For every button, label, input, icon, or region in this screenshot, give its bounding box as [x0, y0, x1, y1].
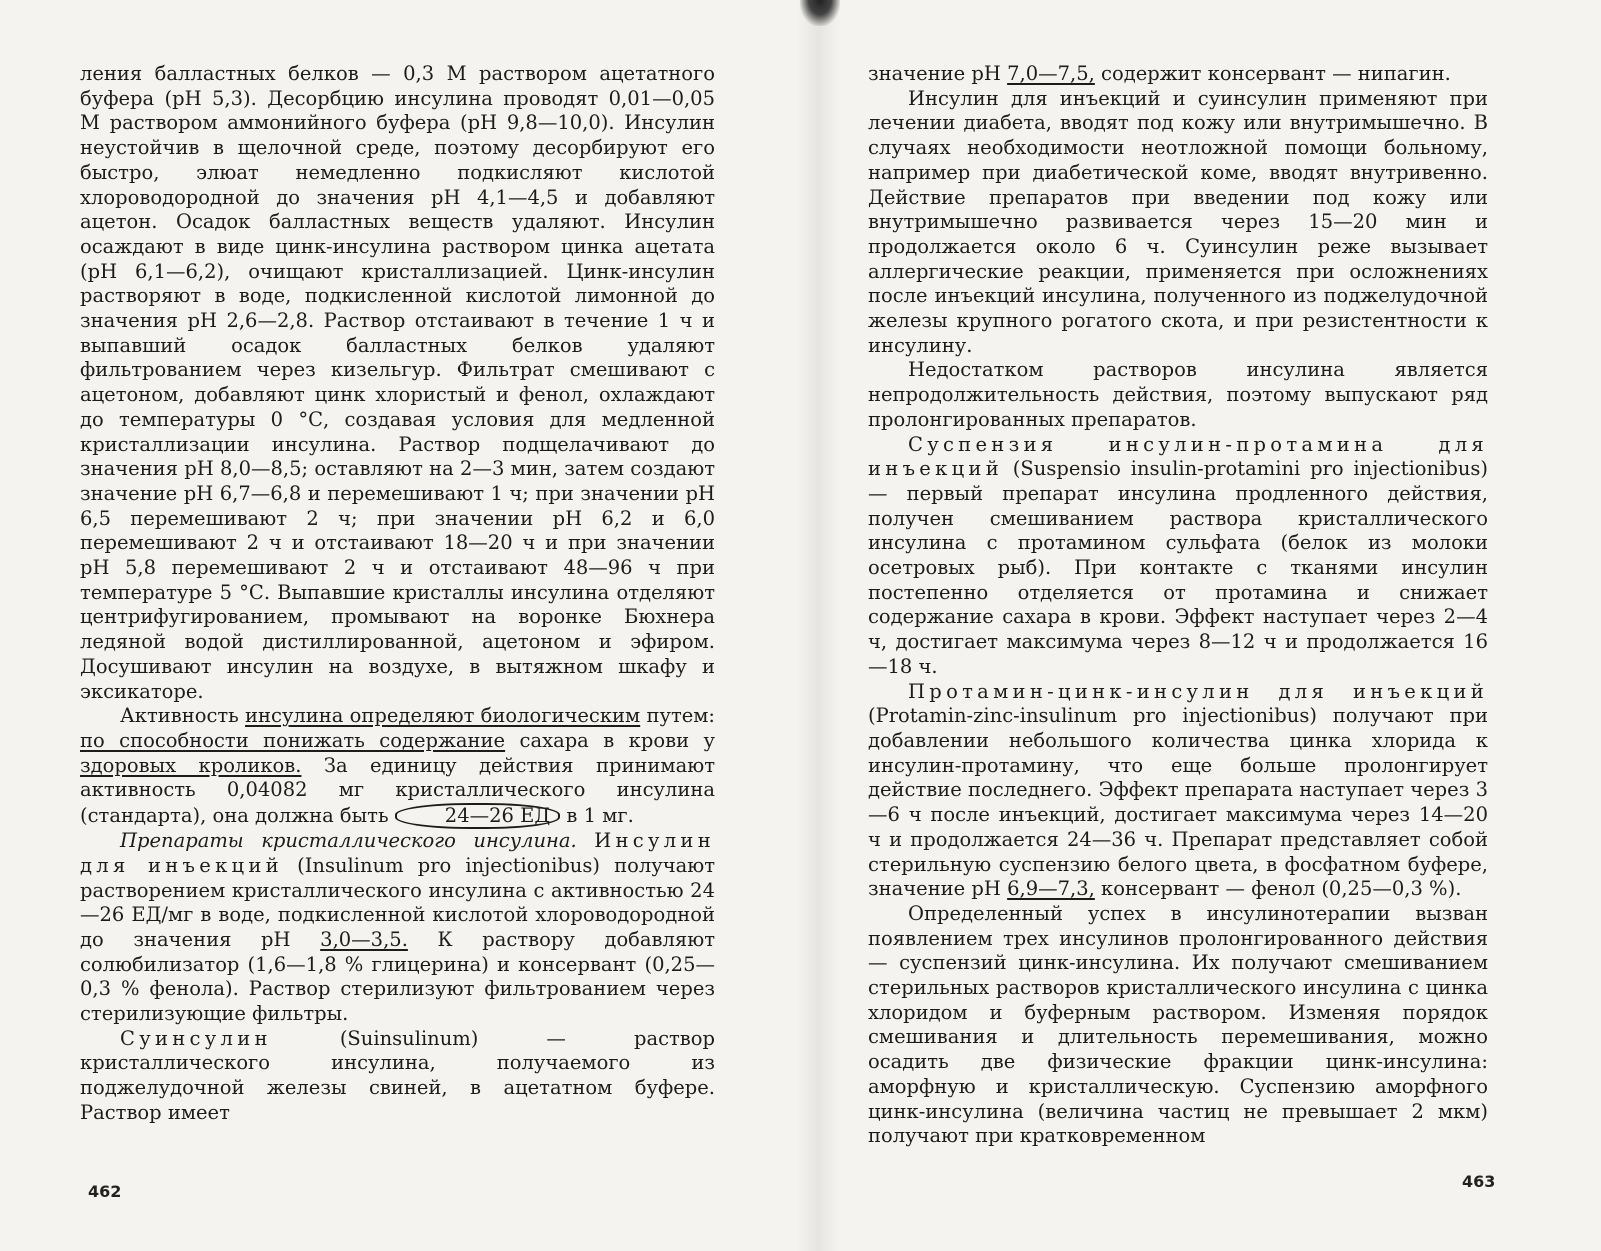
- activity-text-5: в 1 мг.: [560, 804, 634, 828]
- page-number-left: 462: [88, 1182, 122, 1201]
- underlined-phrase: 6,9—7,3,: [1007, 877, 1095, 901]
- protamin-text-1: (Protamin-zinc-insulinum pro injectionibus) получают при добавлении небольшого количества цинка хлорида к инсулин-протамину, что еще больше пролонгирует действие последнего. Эффект препарата наступает через 3—6 ч после инъекций, достигает максимума через 14—20 ч и продолжается 24—36 ч. Препарат представляет собой стерильную суспензию белого цвета, в фосфатном буфере, значение pH: [868, 704, 1488, 901]
- left-paragraph-1: ления балластных белков — 0,3 М раствором ацетатного буфера (pH 5,3). Десорбцию инсулина проводят 0,01—0,05 М раствором аммонийного буфера (pH 9,8—10,0). Инсулин неустойчив в щелочной среде, поэтому десорбируют его быстро, элюат немедленно подкисляют кислотой хлороводородной до значения pH 4,1—4,5 и добавляют ацетон. Осадок балластных веществ удаляют. Инсулин осаждают в виде цинк-инсулина раствором цинка ацетата (pH 6,1—6,2), очищают кристаллизацией. Цинк-инсулин растворяют в воде, подкисленной кислотой лимонной до значения pH 2,6—2,8. Раствор отстаивают в течение 1 ч и выпавший осадок балластных белков удаляют фильтрованием через кизельгур. Фильтрат смешивают с ацетоном, добавляют цинк хлористый и фенол, охлаждают до температуры 0 °С, создавая условия для медленной кристаллизации инсулина. Раствор подщелачивают до значения pH 8,0—8,5; оставляют на 2—3 мин, затем создают значение pH 6,7—6,8 и перемешивают 1 ч; при значении pH 6,5 перемешивают 2 ч; при значении pH 6,2 и 6,0 перемешивают 2 ч и отстаивают 18—20 ч и при значении pH 5,8 перемешивают 2 ч и отстаивают 48—96 ч при температуре 5 °С. Выпавшие кристаллы инсулина отделяют центрифугированием, промывают на воронке Бюхнера ледяной водой дистиллированной, ацетоном и эфиром. Досушивают инсулин на воздухе, в вытяжном шкафу и эксикаторе.: [80, 62, 715, 703]
- drug-name: Инсулин для инъекций: [80, 829, 715, 877]
- preparations-text-1: (Insulinum pro injectionibus) получают растворением кристаллического инсулина с активностью 24—26 ЕД/мг в воде, подкисленной кислотой хлороводородной до значения pH: [80, 853, 715, 951]
- preparations-text-2: К раствору добавляют солюбилизатор (1,6—1,8 % глицерина) и консервант (0,25—0,3 % фенола). Раствор стерилизуют фильтрованием через стерилизующие фильтры.: [80, 927, 715, 1026]
- circled-value: 24—26 ЕД: [395, 803, 560, 829]
- underlined-phrase: по способности понижать содержание: [80, 728, 506, 752]
- activity-text-4: За единицу действия принимают активность 0,04082 мг кристаллического инсулина (стандарта), она должна быть: [80, 753, 715, 828]
- underlined-phrase: 3,0—3,5.: [320, 927, 408, 951]
- right-paragraph-1: [868, 62, 1488, 87]
- underlined-phrase: инсулина определяют биологическим: [245, 704, 641, 728]
- left-page: [80, 62, 715, 1126]
- right-text-2: содержит консервант — нипагин.: [1094, 62, 1451, 85]
- right-page: [868, 62, 1488, 1149]
- right-paragraph-last: Определенный успех в инсулинотерапии вызван появлением трех инсулинов пролонгированного действия — суспензий цинк-инсулина. Их получают смешиванием стерильных растворов кристаллического инсулина с цинка хлоридом и буферным раствором. Изменяя порядок смешивания и длительность перемешивания, можно осадить две физические фракции цинк-инсулина: аморфную и кристаллическую. Суспензию аморфного цинк-инсулина (величина частиц не превышает 2 мкм) получают при кратковременном: [868, 901, 1488, 1148]
- activity-text-1: Активность: [120, 704, 246, 728]
- ink-blot: [800, 0, 840, 26]
- book-gutter: [796, 0, 840, 1251]
- suinsulin-text: (Suinsulinum) — раствор кристаллического инсулина, получаемого из поджелудочной железы свиней, в ацетатном буфере. Раствор имеет: [80, 1026, 715, 1124]
- activity-text-2: путем:: [640, 704, 716, 728]
- page-number-right: 463: [1462, 1172, 1496, 1191]
- suspension-paragraph: [868, 433, 1488, 680]
- suinsulin-paragraph: [80, 1027, 715, 1126]
- right-paragraph-3: Недостатком растворов инсулина является непродолжительность действия, поэтому выпускают ряд пролонгированных препаратов.: [868, 358, 1488, 431]
- right-text-1: значение pH: [868, 62, 1008, 85]
- suspension-text: (Suspensio insulin-protamini pro injectionibus) — первый препарат инсулина продленного действия, получен смешиванием раствора кристаллического инсулина с протамином сульфата (белок из молоки осетровых рыб). При контакте с тканями инсулин постепенно отделяется от протамина и снижает содержание сахара в крови. Эффект наступает через 2—4 ч, достигает максимума через 8—12 ч и продолжается 16—18 ч.: [868, 457, 1488, 678]
- protamin-text-2: консервант — фенол (0,25—0,3 %).: [1094, 877, 1462, 901]
- right-paragraph-2: Инсулин для инъекций и суинсулин применяют при лечении диабета, вводят под кожу или внутримышечно. В случаях необходимости неотложной помощи больному, например при диабетической коме, вводят внутривенно. Действие препаратов при введении под кожу или внутримышечно развивается через 15—20 мин и продолжается около 6 ч. Суинсулин реже вызывает аллергические реакции, применяется при осложнениях после инъекций инсулина, полученного из поджелудочной железы крупного рогатого скота, и при резистентности к инсулину.: [868, 86, 1488, 357]
- activity-text-3: сахара в крови у: [505, 728, 715, 752]
- preparations-paragraph: [80, 829, 715, 1027]
- protamin-paragraph: [868, 680, 1488, 902]
- underlined-phrase: здоровых кроликов.: [80, 753, 302, 777]
- underlined-phrase: 7,0—7,5,: [1007, 62, 1095, 85]
- drug-name: Протамин-цинк-инсулин для инъекций: [908, 679, 1488, 703]
- drug-name: Суспензия инсулин-протамина для инъекций: [868, 432, 1488, 481]
- activity-paragraph: [80, 704, 715, 829]
- drug-name: Суинсулин: [120, 1026, 272, 1050]
- section-heading: Препараты кристаллического инсулина.: [120, 829, 577, 853]
